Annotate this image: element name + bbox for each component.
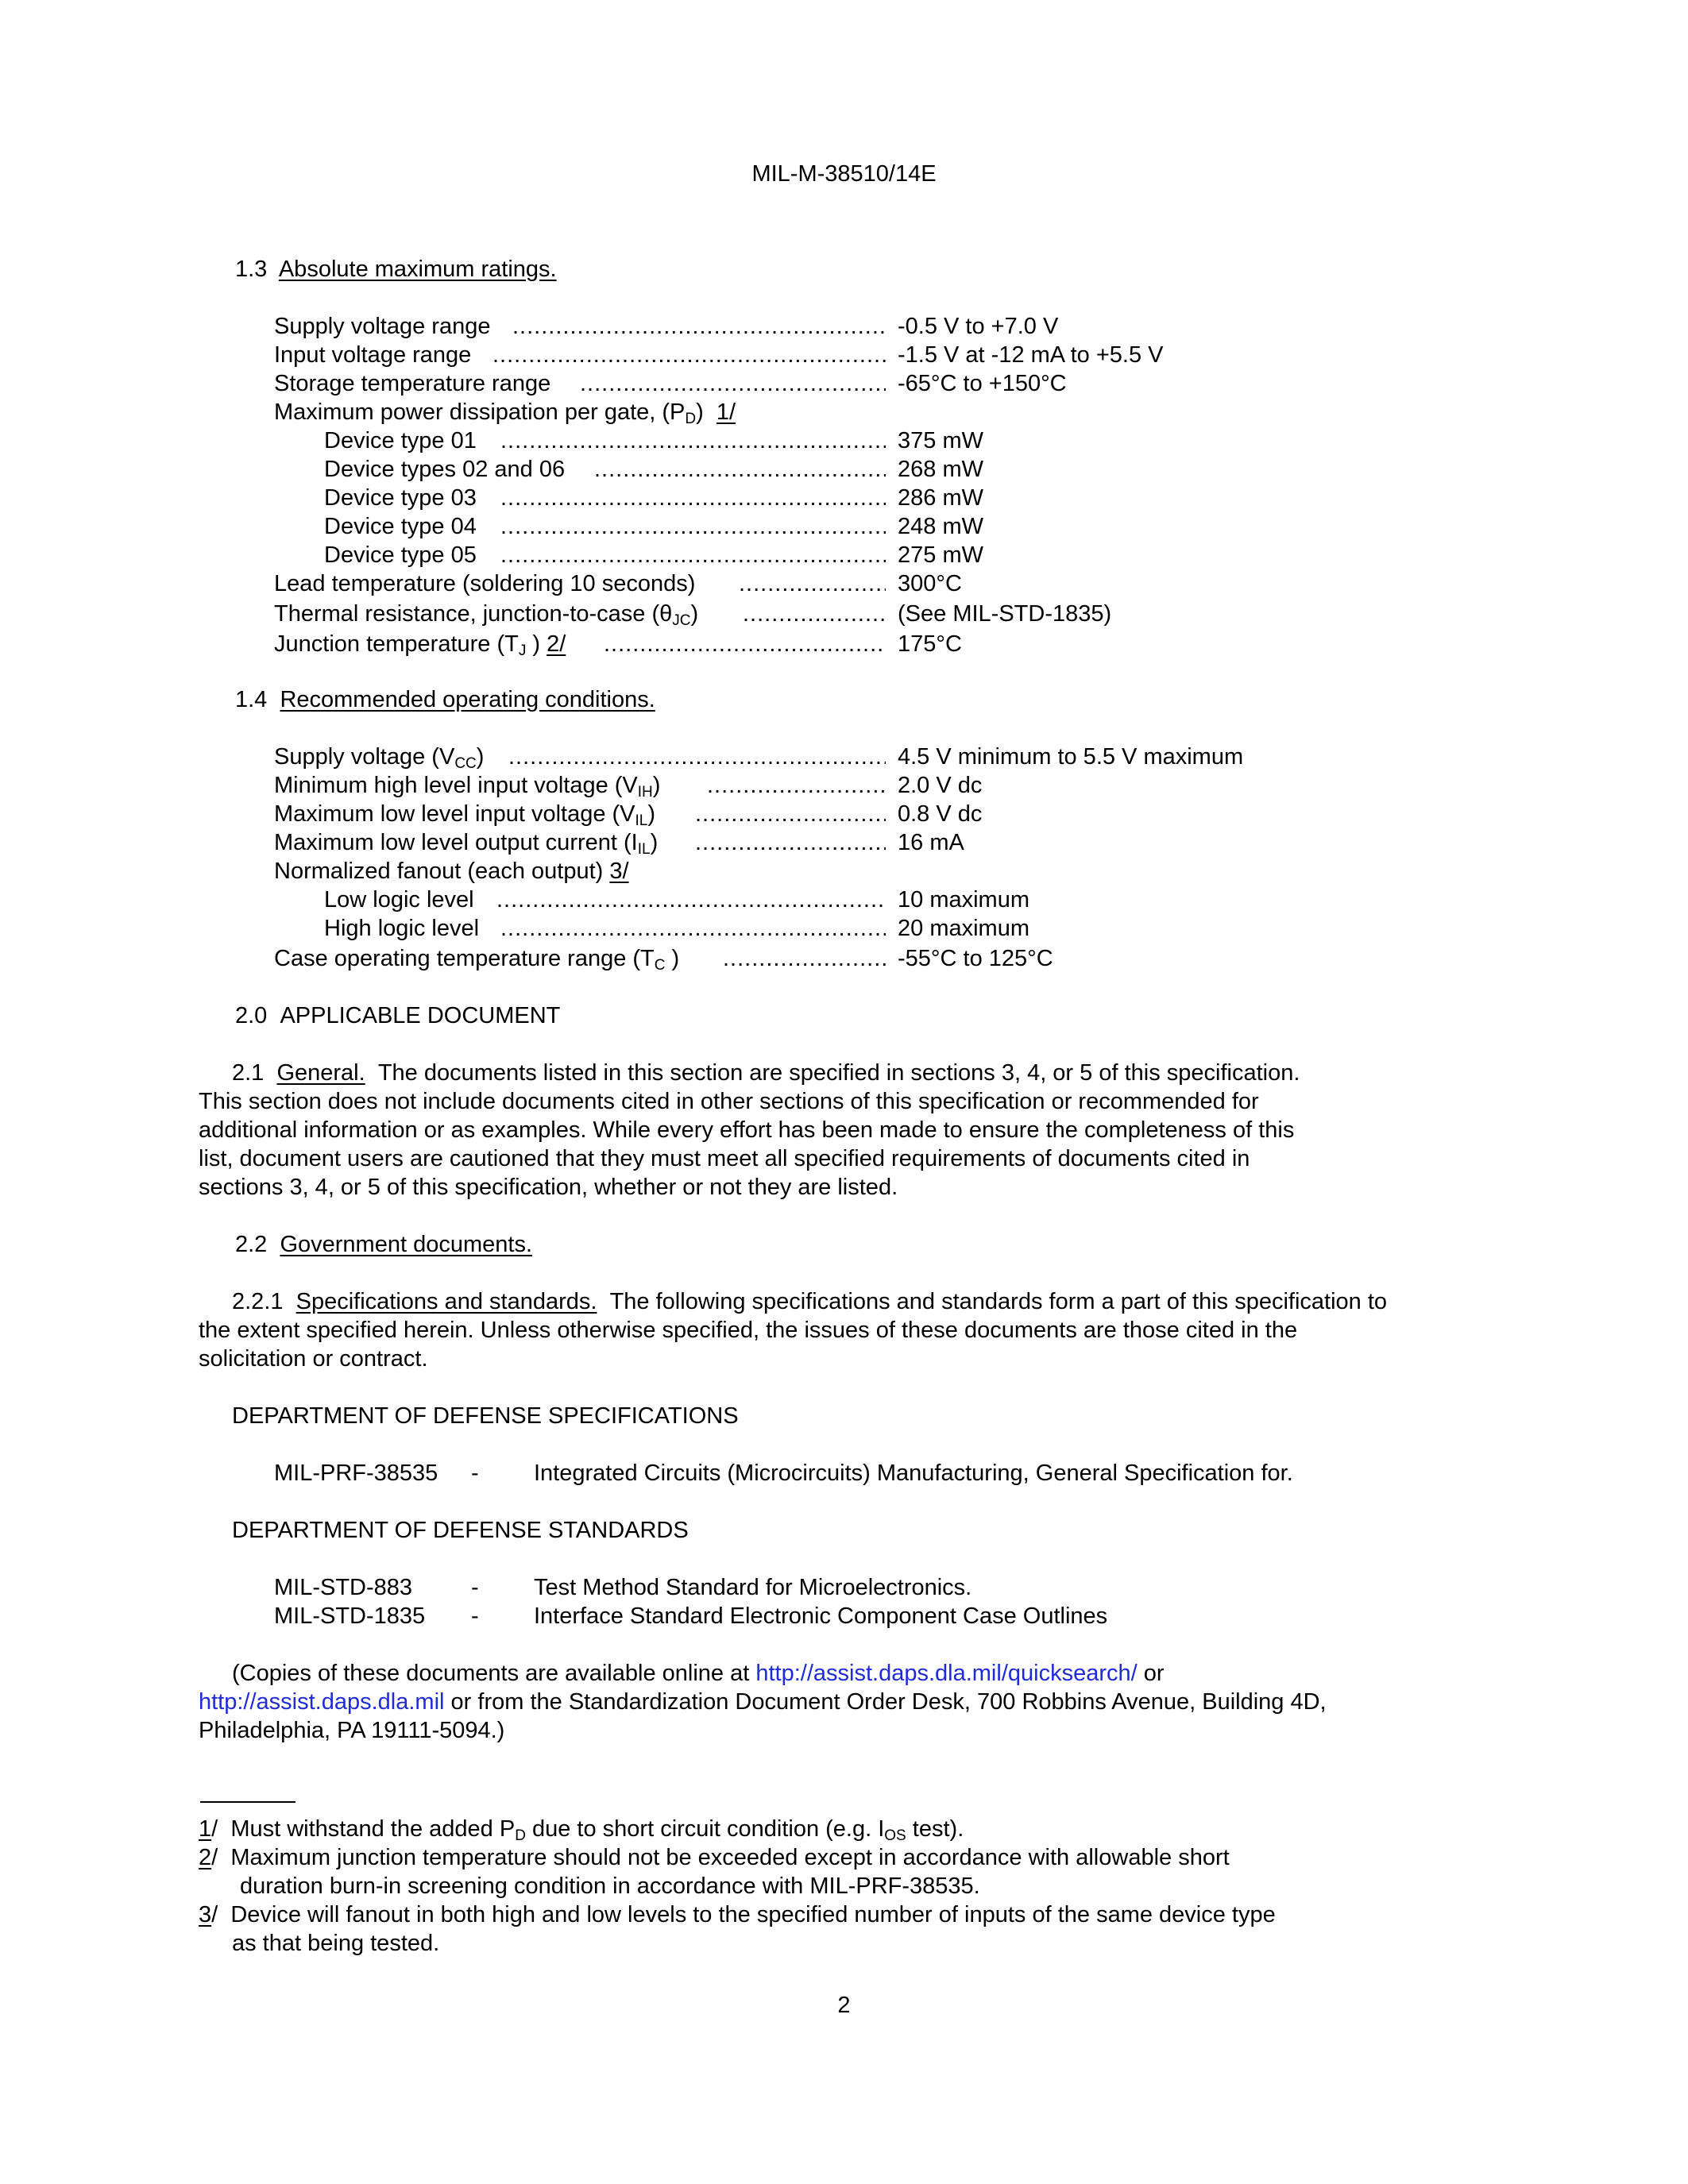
condition-label: Case operating temperature range ($T_C$ ) [274,946,680,974]
assist-quicksearch-link[interactable]: http://assist.daps.dla.mil/quicksearch/ [755,1661,1138,1686]
footnote-3: 3/ Device will fanout in both high and low levels to the specified number of inputs of the same device type [199,1902,1276,1927]
spec-dash: - [471,1461,479,1486]
leader-dots [743,600,886,627]
footnote-mark: 2 [199,1845,212,1870]
condition-label: Low logic level [324,887,474,913]
paragraph-line: (Copies of these documents are available online at http://assist.daps.dla.mil/quicksearch/ or [232,1661,1165,1686]
rating-label: Supply voltage range [274,314,491,339]
standard-dash: - [471,1575,479,1600]
rating-value: 268 mW [898,457,983,482]
leader-dots [500,427,886,454]
condition-value: 2.0 V dc [898,773,983,798]
standard-description: Test Method Standard for Microelectronics. [534,1575,972,1600]
rating-value: 286 mW [898,485,983,511]
rating-value: -0.5 V to +7.0 V [898,314,1059,339]
standard-id: MIL-STD-883 [274,1575,413,1600]
leader-dots [695,801,886,828]
condition-value: 4.5 V minimum to 5.5 V maximum [898,744,1244,770]
rating-label: Maximum power dissipation per gate, $(P_D)$ 1/ [274,399,736,427]
rating-label: Lead temperature (soldering 10 seconds) [274,571,696,596]
section-number: 1.3 [235,257,268,282]
leader-dots [739,570,886,597]
leader-dots [723,945,886,972]
section-2-2-heading: 2.2 Government documents. [235,1232,532,1257]
rating-label: Device type 03 [324,485,477,511]
footnote-2: 2/ Maximum junction temperature should not be exceeded except in accordance with allowable short [199,1845,1230,1870]
paragraph-line: 2.2.1 Specifications and standards. The following specifications and standards form a part of this specification to [232,1289,1388,1314]
section-title: Absolute maximum ratings. [278,257,557,282]
assist-home-link[interactable]: http://assist.daps.dla.mil [199,1689,445,1715]
section-title: Government documents. [280,1232,532,1257]
condition-label: High logic level [324,916,480,941]
condition-value: 20 maximum [898,916,1029,941]
rating-value: (See MIL-STD-1835) [898,601,1112,627]
paragraph-line: additional information or as examples. While every effort has been made to ensure the completeness of this [199,1117,1295,1143]
footnote-mark: 3 [199,1902,212,1927]
section-2-0-heading: 2.0 APPLICABLE DOCUMENT [235,1003,561,1028]
section-number: 1.4 [235,687,268,712]
standard-dash: - [471,1603,479,1629]
leader-dots [500,484,886,511]
leader-dots [508,743,886,770]
footnote-ref-2: 2/ [547,631,566,657]
leader-dots [500,915,886,942]
condition-value: -55°C to 125°C [898,946,1053,971]
rating-label: Device types 02 and 06 [324,457,566,482]
footnote-3-continued: as that being tested. [232,1931,440,1956]
condition-label: Minimum high level input voltage $(V_{IH})$ [274,773,661,801]
leader-dots [496,886,886,913]
paragraph-line: solicitation or contract. [199,1346,428,1372]
rating-label: Device type 05 [324,542,477,568]
rating-value: 175°C [898,631,962,657]
footnote-ref-3: 3/ [609,859,629,884]
condition-value: 10 maximum [898,887,1029,913]
paragraph-line: sections 3, 4, or 5 of this specification, whether or not they are listed. [199,1175,898,1200]
condition-label: Maximum low level input voltage $(V_{IL})$ [274,801,656,829]
rating-label: Device type 01 [324,428,477,453]
rating-value: 275 mW [898,542,983,568]
paragraph-line: the extent specified herein. Unless otherwise specified, the issues of these documents are those cited in the [199,1318,1298,1343]
footnote-1: 1/ Must withstand the added $P_D$ due to short circuit condition (e.g. $I_{OS}$ test). [199,1816,964,1844]
footnote-ref-1: 1/ [716,399,736,425]
page-number: 2 [837,1993,851,2018]
paragraph-line: This section does not include documents cited in other sections of this specification or recommended for [199,1089,1259,1114]
rating-label: Device type 04 [324,514,477,539]
leader-dots [604,631,886,658]
rating-label: Junction temperature ($T_J$ ) 2/ [274,631,566,659]
leader-dots [500,513,886,540]
spec-id: MIL-PRF-38535 [274,1461,438,1486]
rating-label: Input voltage range [274,342,472,368]
rating-value: 300°C [898,571,962,596]
condition-value: 0.8 V dc [898,801,983,827]
rating-value: -1.5 V at -12 mA to +5.5 V [898,342,1164,368]
section-1-3-heading [235,256,557,283]
paragraph-line: Philadelphia, PA 19111-5094.) [199,1718,505,1743]
section-title: Specifications and standards. [295,1289,597,1314]
spec-description: Integrated Circuits (Microcircuits) Manufacturing, General Specification for. [534,1461,1293,1486]
leader-dots [695,829,886,856]
paragraph-line: http://assist.daps.dla.mil or from the Standardization Document Order Desk, 700 Robbins Avenue, Building 4D, [199,1689,1327,1715]
condition-label: Normalized fanout (each output) 3/ [274,859,629,884]
dod-standards-heading: DEPARTMENT OF DEFENSE STANDARDS [232,1518,689,1543]
footnote-mark: 1 [199,1816,212,1842]
rating-label: Thermal resistance, junction-to-case $(\theta_{JC})$ [274,601,699,629]
leader-dots [707,772,886,799]
footnote-separator [200,1801,295,1803]
leader-dots [594,456,886,483]
rating-label: Storage temperature range [274,371,551,396]
rating-value: 248 mW [898,514,983,539]
section-title: General. [276,1060,365,1086]
condition-label: Supply voltage $(V_{CC})$ [274,744,485,772]
section-1-4-heading [235,686,655,713]
section-title: Recommended operating conditions. [280,687,655,712]
footnote-2-continued: duration burn-in screening condition in accordance with MIL-PRF-38535. [240,1873,980,1899]
standard-description: Interface Standard Electronic Component Case Outlines [534,1603,1108,1629]
condition-value: 16 mA [898,830,964,855]
standard-id: MIL-STD-1835 [274,1603,426,1629]
paragraph-line: 2.1 General. The documents listed in this section are specified in sections 3, 4, or 5 of this specification. [232,1060,1300,1086]
leader-dots [500,542,886,569]
condition-label: Maximum low level output current $(I_{IL})$ [274,830,659,858]
dod-specifications-heading: DEPARTMENT OF DEFENSE SPECIFICATIONS [232,1403,739,1429]
rating-value: 375 mW [898,428,983,453]
leader-dots [492,341,886,369]
leader-dots [512,313,886,340]
document-id-header: MIL-M-38510/14E [751,161,937,187]
leader-dots [580,370,886,397]
paragraph-line: list, document users are cautioned that they must meet all specified requirements of documents cited in [199,1146,1250,1171]
rating-value: -65°C to +150°C [898,371,1067,396]
